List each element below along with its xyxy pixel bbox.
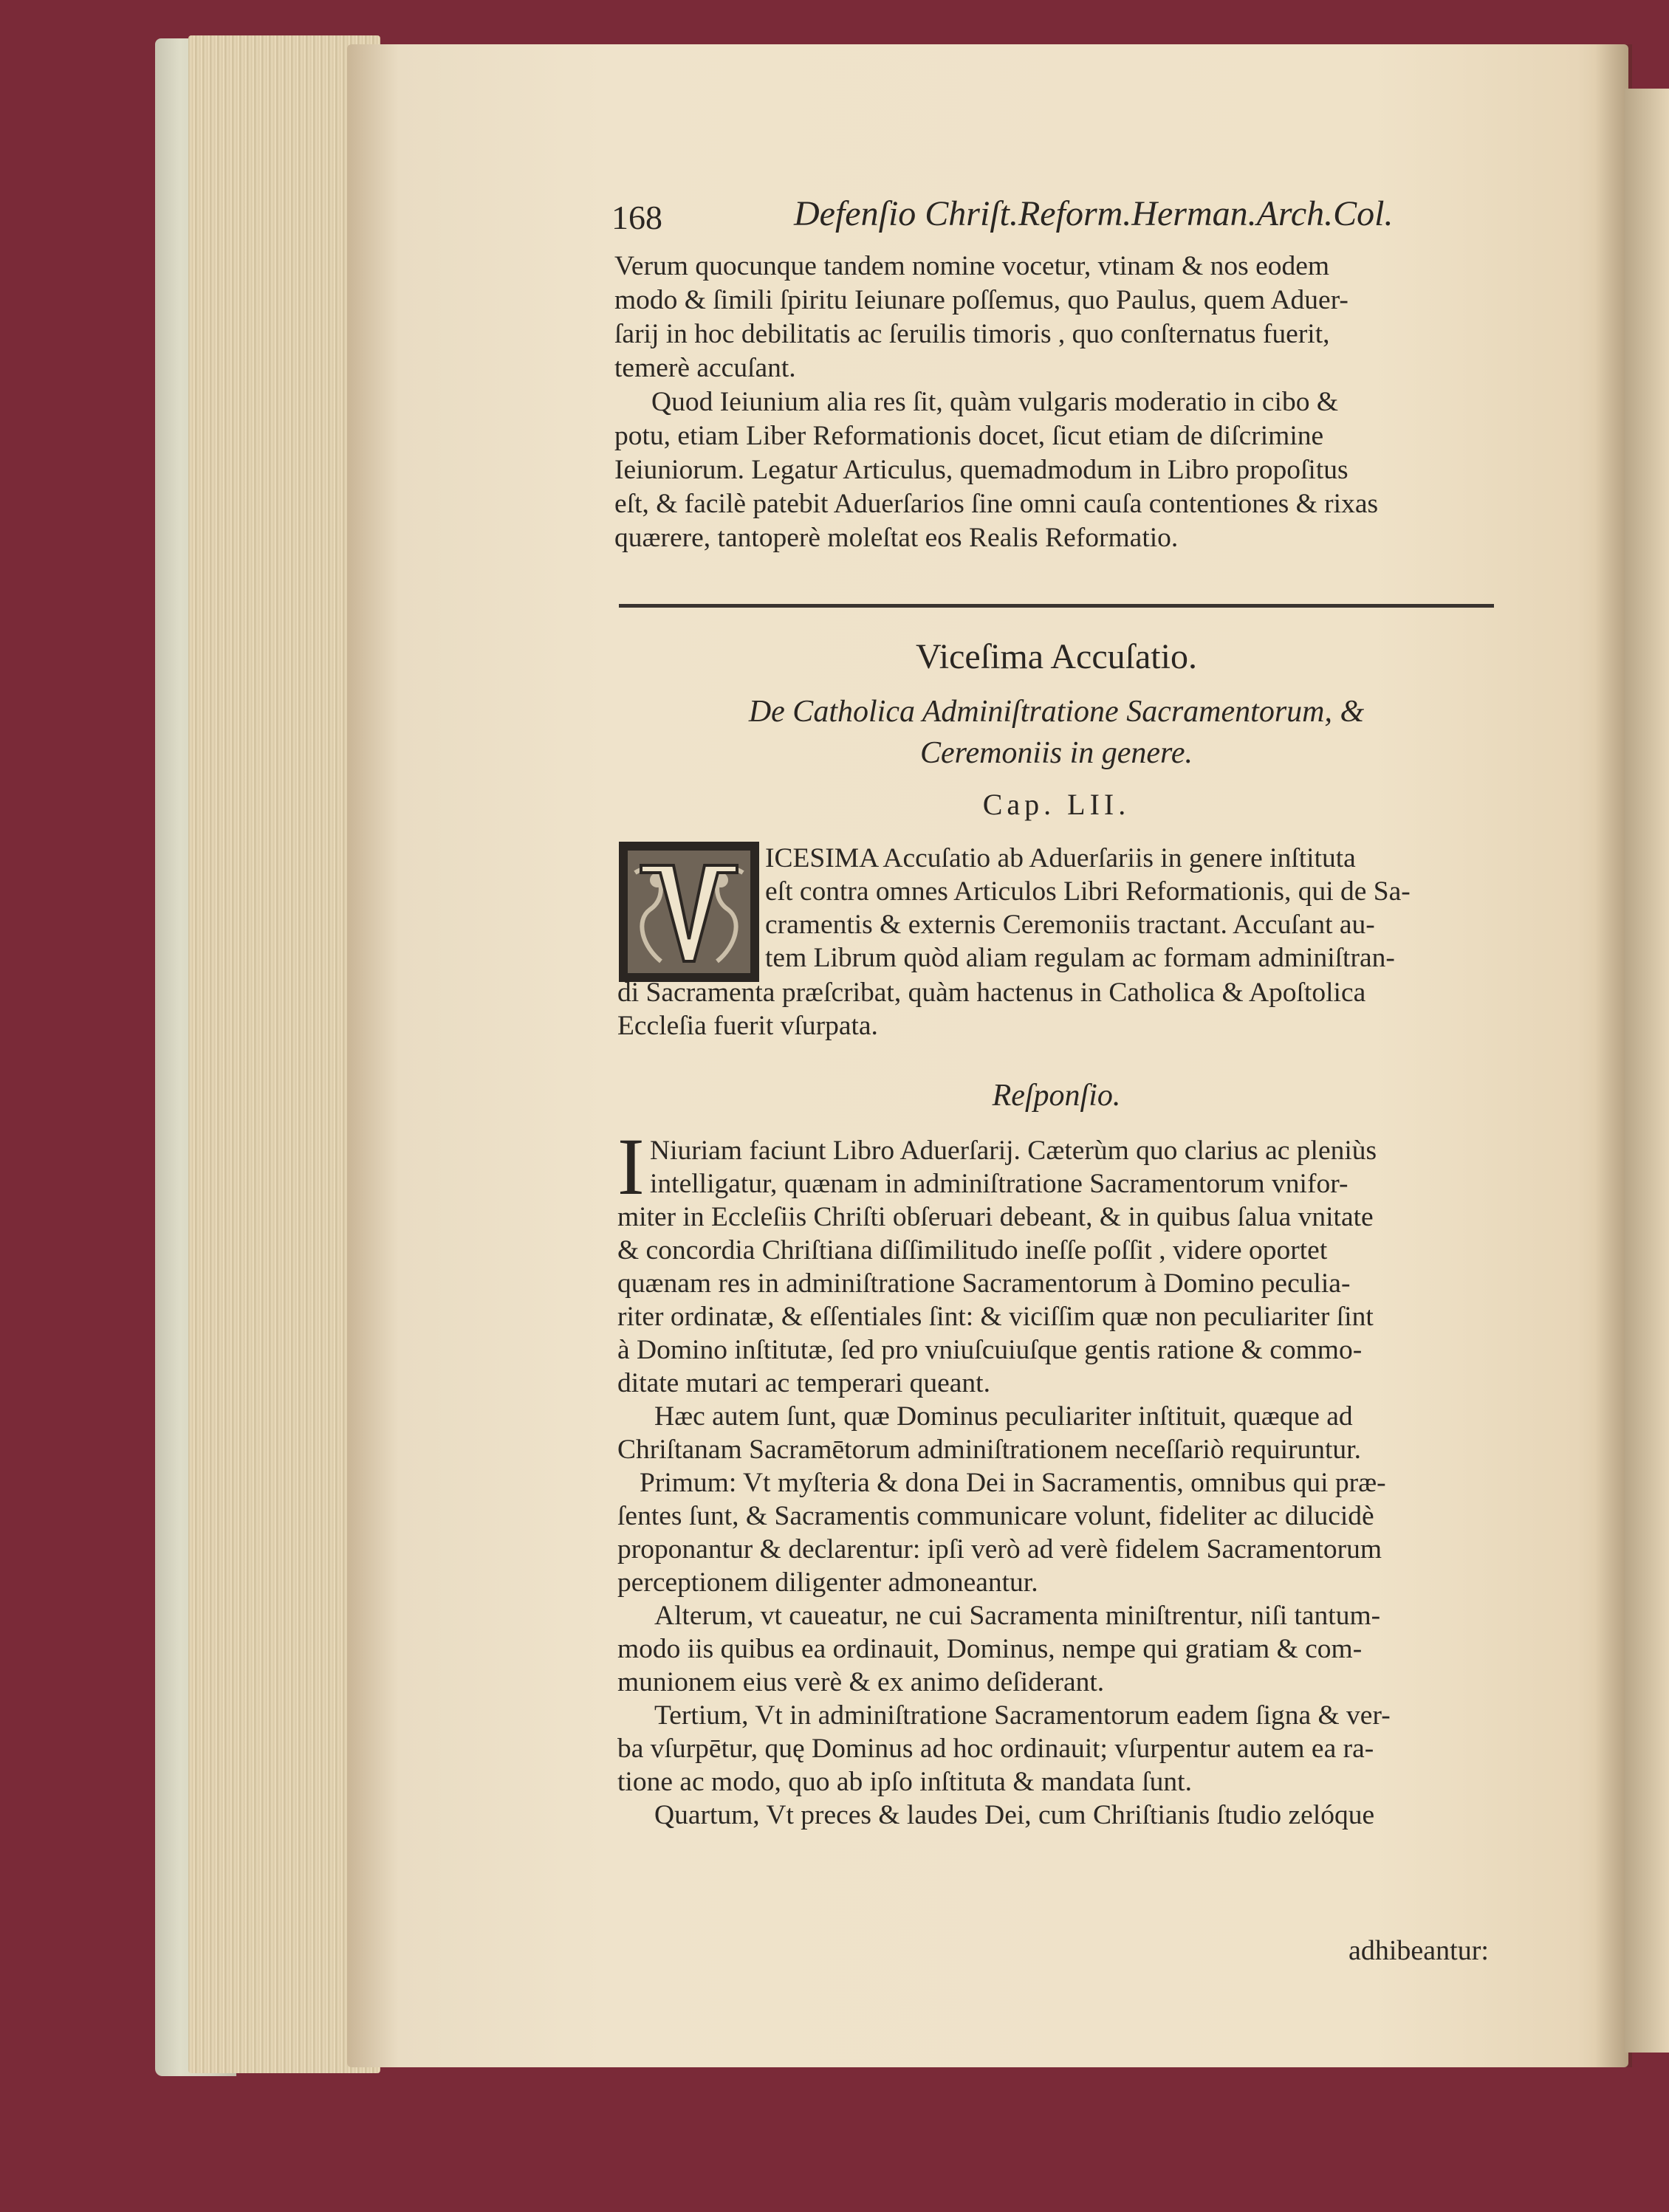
- text-line: modo & ſimili ſpiritu Ieiunare poſſemus, quo Paulus, quem Aduer-: [614, 285, 1348, 315]
- text-line: temerè accuſant.: [614, 353, 796, 383]
- text-line: Verum quocunque tandem nomine vocetur, vtinam & nos eodem: [614, 251, 1330, 281]
- section-divider: [619, 604, 1494, 608]
- responsio-body: [617, 1201, 1555, 1832]
- text-line: quænam res in adminiſtratione Sacramentorum à Domino peculia-: [617, 1268, 1351, 1299]
- text-line: ſentes ſunt, & Sacramentis communicare volunt, fideliter ac dilucidè: [617, 1501, 1374, 1531]
- text-line: miter in Eccleſiis Chriſti obſeruari debeant, & in quibus ſalua vnitate: [617, 1202, 1374, 1232]
- text-line: Tertium, Vt in adminiſtratione Sacramentorum eadem ſigna & ver-: [654, 1700, 1391, 1731]
- text-line: Primum: Vt myſteria & dona Dei in Sacramentis, omnibus qui præ-: [640, 1468, 1386, 1498]
- text-line: riter ordinatæ, & eſſentiales ſint: & viciſſim quæ non peculiariter ſint: [617, 1302, 1374, 1332]
- initial-letter-i: I: [617, 1122, 645, 1212]
- responsio-opening: [650, 1134, 1558, 1201]
- text-line: perceptionem diligenter admoneantur.: [617, 1567, 1038, 1598]
- text-line: ICESIMA Accuſatio ab Aduerſariis in genere inſtituta: [765, 843, 1356, 873]
- text-line: Chriſtanam Sacramētorum adminiſtrationem neceſſariò requiruntur.: [617, 1435, 1361, 1465]
- text-line: Hæc autem ſunt, quæ Dominus peculiariter inſtituit, quæque ad: [654, 1401, 1353, 1432]
- text-line: intelligatur, quænam in adminiſtratione Sacramentorum vnifor-: [650, 1169, 1348, 1199]
- page-number: 168: [611, 199, 662, 236]
- text-line: eſt, & facilè patebit Aduerſarios ſine omni cauſa contentiones & rixas: [614, 489, 1379, 519]
- text-line: & concordia Chriſtiana diſſimilitudo ineſſe poſſit , videre oportet: [617, 1235, 1328, 1265]
- section-title: Viceſima Accuſatio.: [916, 637, 1197, 676]
- page-header: [611, 193, 1450, 241]
- text-line: Niuriam faciunt Libro Aduerſarij. Cæterùm quo clarius ac pleniùs: [650, 1136, 1377, 1166]
- text-line: Alterum, vt caueatur, ne cui Sacramenta miniſtrentur, niſi tantum-: [654, 1601, 1381, 1631]
- responsio-heading: Reſponſio.: [992, 1079, 1121, 1113]
- section-subtitle: De Catholica Adminiſtratione Sacramentorum, &: [748, 695, 1365, 729]
- chapter-heading: Cap. LII.: [982, 788, 1131, 821]
- text-line: tione ac modo, quo ab ipſo inſtituta & mandata ſunt.: [617, 1767, 1192, 1797]
- text-line: quærere, tantoperè moleſtat eos Realis Reformatio.: [614, 523, 1179, 553]
- text-line: di Sacramenta præſcribat, quàm hactenus in Catholica & Apoſtolica: [617, 978, 1366, 1008]
- opening-lines: [765, 842, 1555, 975]
- text-line: Quartum, Vt preces & laudes Dei, cum Chriſtianis ſtudio zelóque: [654, 1800, 1375, 1830]
- text-line: potu, etiam Liber Reformationis docet, ſicut etiam de diſcrimine: [614, 421, 1324, 451]
- text-line: cramentis & externis Ceremoniis tractant. Accuſant au-: [765, 910, 1375, 940]
- text-line: Quod Ieiunium alia res ſit, quàm vulgaris moderatio in cibo &: [651, 387, 1339, 417]
- section-subtitle: Ceremoniis in genere.: [920, 736, 1193, 770]
- catchword: adhibeantur:: [1348, 1935, 1489, 1966]
- continuation-lines: [617, 976, 1555, 1043]
- text-line: Ieiuniorum. Legatur Articulus, quemadmodum in Libro propoſitus: [614, 455, 1348, 485]
- top-paragraphs: [614, 250, 1552, 555]
- decorated-initial: [619, 842, 759, 982]
- facing-page-edge: [1625, 89, 1669, 2053]
- text-line: ſarij in hoc debilitatis ac ſeruilis timoris , quo conſternatus fuerit,: [614, 319, 1330, 349]
- running-head: Defenſio Chriſt.Reform.Herman.Arch.Col.: [794, 194, 1394, 233]
- text-line: tem Librum quòd aliam regulam ac formam adminiſtran-: [765, 943, 1395, 973]
- text-line: ba vſurpētur, quę Dominus ad hoc ordinauit; vſurpentur autem ea ra-: [617, 1734, 1374, 1764]
- text-line: ditate mutari ac temperari queant.: [617, 1368, 990, 1398]
- text-line: munionem eius verè & ex animo deſiderant.: [617, 1667, 1105, 1697]
- text-line: modo iis quibus ea ordinauit, Dominus, nempe qui gratiam & com-: [617, 1634, 1363, 1664]
- text-line: Eccleſia fuerit vſurpata.: [617, 1011, 878, 1041]
- text-line: proponantur & declarentur: ipſi verò ad verè fidelem Sacramentorum: [617, 1534, 1382, 1564]
- text-line: à Domino inſtitutæ, ſed pro vniuſcuiuſque gentis ratione & commo-: [617, 1335, 1363, 1365]
- text-line: eſt contra omnes Articulos Libri Reformationis, qui de Sa-: [765, 876, 1411, 907]
